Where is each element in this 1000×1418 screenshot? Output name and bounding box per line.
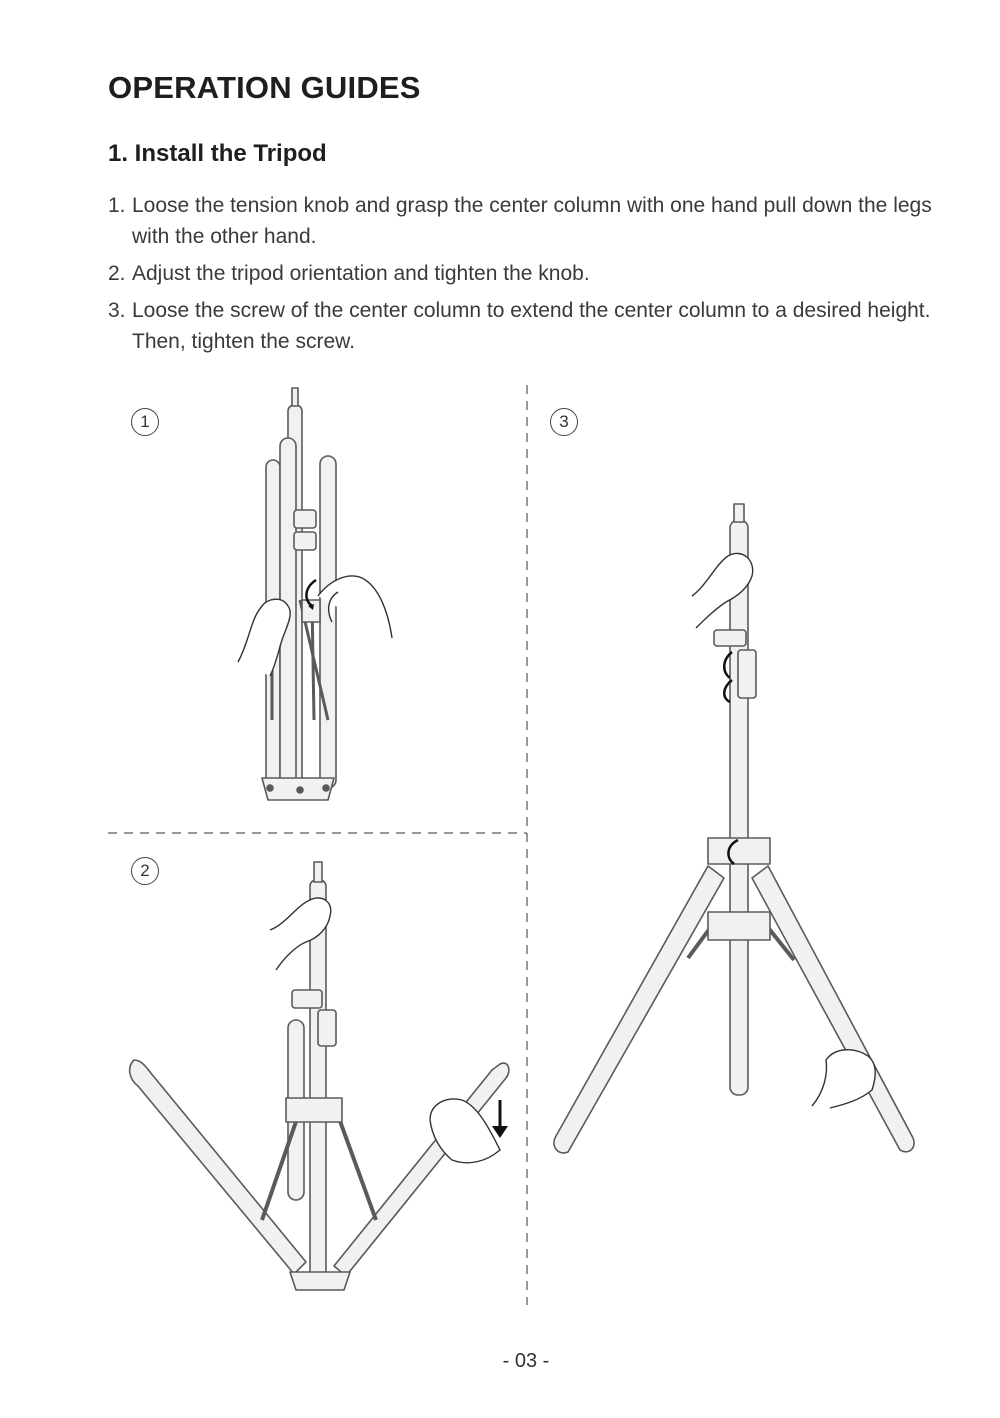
step-text: Loose the screw of the center column to extend the center column to a desired height. Then, tighten the screw. [132,299,931,353]
page-number: - 03 - [502,1350,550,1372]
section-title: 1. Install the Tripod [108,140,327,167]
page-title: OPERATION GUIDES [108,70,421,105]
step-number: 1. [108,194,126,217]
figure-marker-2: 2 [131,857,159,885]
figure-marker-3: 3 [550,408,578,436]
step-text: Adjust the tripod orientation and tighten the knob. [132,262,590,285]
figure-marker-1: 1 [131,408,159,436]
step-number: 3. [108,299,126,322]
step-text: Loose the tension knob and grasp the center column with one hand pull down the legs with the other hand. [132,194,932,248]
step-number: 2. [108,262,126,285]
